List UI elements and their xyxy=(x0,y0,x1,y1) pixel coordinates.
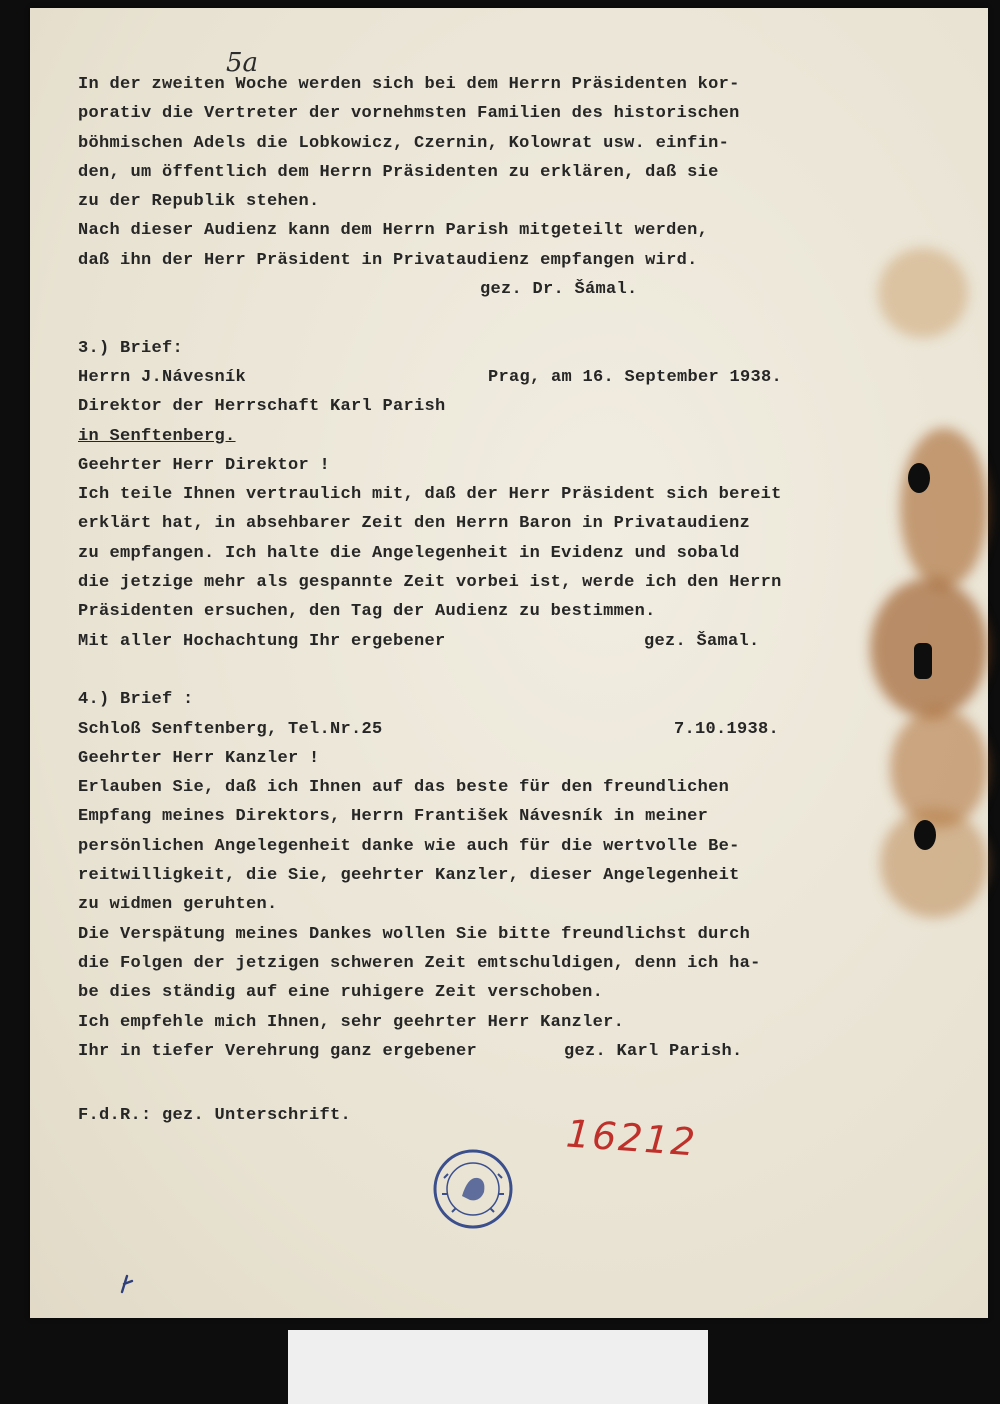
stamp-number: 16212 xyxy=(564,1111,699,1165)
text-line: In der zweiten Woche werden sich bei dem Herrn Präsidenten kor- xyxy=(78,75,740,94)
signature-samal-1: gez. Dr. Šámal. xyxy=(480,280,638,300)
letter3-recipient-title: Direktor der Herrschaft Karl Parish xyxy=(78,397,446,417)
text-line: böhmischen Adels die Lobkowicz, Czernin, Kolowrat usw. einfin- xyxy=(78,133,730,153)
letter3-place-date: Prag, am 16. September 1938. xyxy=(488,367,783,387)
letter4-signature: gez. Karl Parish. xyxy=(564,1041,743,1061)
punch-hole xyxy=(914,643,932,679)
letter4-body-line: Die Verspätung meines Dankes wollen Sie bitte freundlichst durch xyxy=(78,924,751,944)
letter4-body-line: be dies ständig auf eine ruhigere Zeit verschoben. xyxy=(78,983,604,1003)
letter4-body-line: Erlauben Sie, daß ich Ihnen auf das beste für den freundlichen xyxy=(78,778,730,798)
letter4-sender: Schloß Senftenberg, Tel.Nr.25 xyxy=(78,719,383,739)
letter4-salutation: Geehrter Herr Kanzler ! xyxy=(78,748,320,768)
burn-stain xyxy=(900,428,988,588)
letter3-body-line: Ich teile Ihnen vertraulich mit, daß der Herr Präsident sich bereit xyxy=(78,485,782,505)
text-line: den, um öffentlich dem Herrn Präsidenten zu erklären, daß sie xyxy=(78,162,719,182)
text-line: zu der Republik stehen. xyxy=(78,192,320,212)
letter3-body-line: erklärt hat, in absehbarer Zeit den Herrn Baron in Privataudienz xyxy=(78,514,751,534)
scan-label-strip xyxy=(288,1330,708,1404)
punch-hole xyxy=(914,820,936,850)
letter4-body-line: die Folgen der jetzigen schweren Zeit emtschuldigen, denn ich ha- xyxy=(78,953,761,973)
letter3-body-line: zu empfangen. Ich halte die Angelegenheit in Evidenz und sobald xyxy=(78,543,740,563)
letter3-closing: Mit aller Hochachtung Ihr ergebener xyxy=(78,631,446,651)
punch-hole xyxy=(908,463,930,493)
letter4-body-line: zu widmen geruhten. xyxy=(78,895,278,915)
text-line: Nach dieser Audienz kann dem Herrn Parish mitgeteilt werden, xyxy=(78,221,709,241)
letter3-salutation: Geehrter Herr Direktor ! xyxy=(78,455,331,475)
margin-note: 5a xyxy=(226,48,259,78)
text-line: porativ die Vertreter der vornehmsten Familien des historischen xyxy=(78,104,740,124)
letter4-body-line: persönlichen Angelegenheit danke wie auch für die wertvolle Be- xyxy=(78,836,740,856)
letter3-heading: 3.) Brief: xyxy=(78,338,184,358)
letter4-closing: Ihr in tiefer Verehrung ganz ergebener xyxy=(78,1041,478,1061)
ministry-seal-icon xyxy=(432,1148,514,1230)
footer-fdr: F.d.R.: gez. Unterschrift. xyxy=(78,1106,352,1126)
letter4-body-line: reitwilligkeit, die Sie, geehrter Kanzler, dieser Angelegenheit xyxy=(78,866,740,886)
letter4-body-line: Ich empfehle mich Ihnen, sehr geehrter Herr Kanzler. xyxy=(78,1012,625,1032)
text-line: daß ihn der Herr Präsident in Privataudienz empfangen wird. xyxy=(78,250,698,270)
pen-mark-icon xyxy=(118,1272,138,1294)
letter3-body-line: die jetzige mehr als gespannte Zeit vorbei ist, werde ich den Herrn xyxy=(78,573,782,593)
letter3-recipient-place: in Senftenberg. xyxy=(78,426,236,446)
letter4-date: 7.10.1938. xyxy=(674,719,780,739)
letter4-heading: 4.) Brief : xyxy=(78,690,194,710)
letter4-body-line: Empfang meines Direktors, Herrn František Návesník in meiner xyxy=(78,807,709,827)
document-text xyxy=(78,70,898,1131)
letter3-body-line: Präsidenten ersuchen, den Tag der Audienz zu bestimmen. xyxy=(78,602,656,622)
letter3-recipient: Herrn J.Návesník xyxy=(78,367,247,387)
letter3-signature: gez. Šamal. xyxy=(644,631,760,651)
